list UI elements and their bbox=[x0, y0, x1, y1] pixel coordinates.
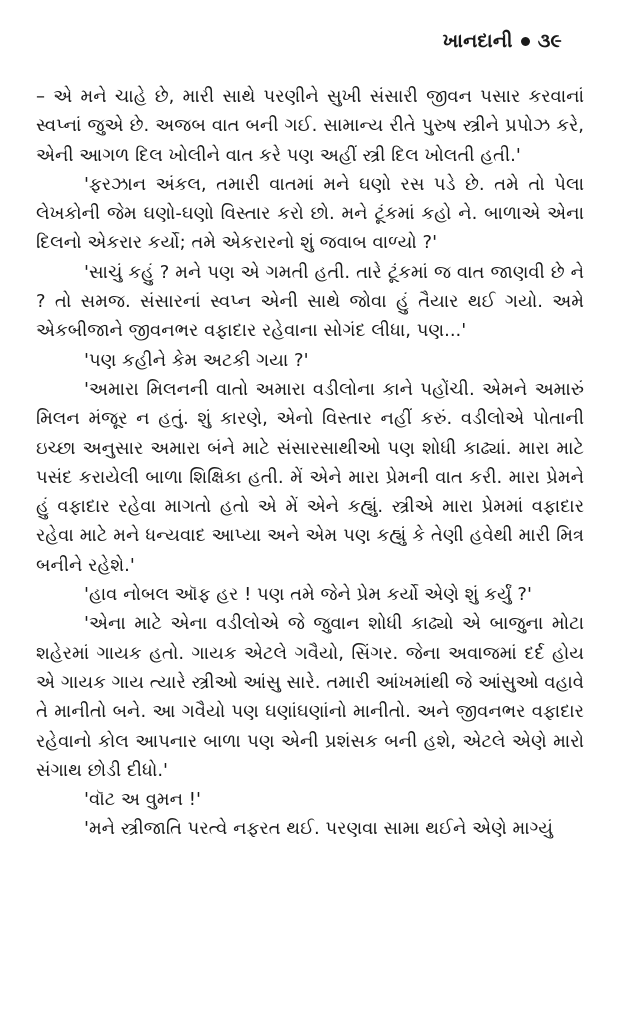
paragraph: 'સાચું કહું ? મને પણ એ ગમતી હતી. તારે ટૂંકમાં જ વાત જાણવી છે ને ? તો સમજ. સંસારનાં સ્વપ્ન એની સાથે જોવા હું તૈયાર થઈ ગયો. અમે એકબીજાને જીવનભર વફાદાર રહેવાના સોગંદ લીધા, પણ...' bbox=[36, 261, 584, 342]
paragraph: 'હાવ નોબલ ઑફ હર ! પણ તમે જેને પ્રેમ કર્યો એણે શું કર્યું ?' bbox=[84, 584, 532, 606]
bullet-separator-icon bbox=[521, 37, 530, 46]
paragraph: 'અમારા મિલનની વાતો અમારા વડીલોના કાને પહોંચી. એમને અમારું મિલન મંજૂર ન હતું. શું કારણે, એનો વિસ્તાર નહીં કરું. વડીલોએ પોતાની ઇચ્છા અનુસાર અમારા બંને માટે સંસારસાથીઓ પણ શોધી કાઢ્યાં. મારા માટે પસંદ કરાયેલી બાળા શિક્ષિકા હતી. મેં એને મારા પ્રેમની વાત કરી. મારા પ્રેમને હું વફાદાર રહેવા માગતો હતો એ મેં એને કહ્યું. સ્ત્રીએ મારા પ્રેમમાં વફાદાર રહેવા માટે મને ધન્યવાદ આપ્યા અને એમ પણ કહ્યું કે તેણી હવેથી મારી મિત્ર બનીને રહેશે.' bbox=[36, 378, 584, 576]
paragraph: 'એના માટે એના વડીલોએ જે જુવાન શોધી કાઢ્યો એ બાજુના મોટા શહેરમાં ગાયક હતો. ગાયક એટલે ગવૈયો, સિંગર. જેના અવાજમાં દર્દ હોય એ ગાયક ગાય ત્યારે સ્ત્રીઓ આંસુ સારે. તમારી આંખમાંથી જે આંસુઓ વહાવે તે માનીતો બને. આ ગવૈયો પણ ઘણાંઘણાંનો માનીતો. અને જીવનભર વફાદાર રહેવાનો કોલ આપનાર બાળા પણ એની પ્રશંસક બની હશે, એટલે એણે મારો સંગાથ છોડી દીધો.' bbox=[36, 613, 584, 781]
paragraph: 'પણ કહીને કેમ અટકી ગયા ?' bbox=[84, 349, 309, 371]
page-number: ૩૯ bbox=[537, 30, 562, 52]
paragraph: 'મને સ્ત્રીજાતિ પરત્વે નફરત થઈ. પરણવા સામા થઈને એણે માગ્યું bbox=[84, 818, 554, 840]
paragraph: 'ફરઝાન અંકલ, તમારી વાતમાં મને ઘણો રસ પડે છે. તમે તો પેલા લેખકોની જેમ ઘણો-ઘણો વિસ્તાર કરો છો. મને ટૂંકમાં કહો ને. બાળાએ એના દિલનો એકરાર કર્યો; તમે એકરારનો શું જવાબ વાળ્યો ?' bbox=[36, 173, 584, 254]
paragraph: – એ મને ચાહે છે, મારી સાથે પરણીને સુખી સંસારી જીવન પસાર કરવાનાં સ્વપ્નાં જુએ છે. અજબ વાત બની ગઈ. સામાન્ય રીતે પુરુષ સ્ત્રીને પ્રપોઝ કરે, એની આગળ દિલ ખોલીને વાત કરે પણ અહીં સ્ત્રી દિલ ખોલતી હતી.' bbox=[36, 86, 584, 166]
body-text bbox=[36, 82, 584, 844]
running-head bbox=[443, 30, 562, 52]
paragraph: 'વૉટ અ વુમન !' bbox=[84, 789, 201, 811]
chapter-title: ખાનદાની bbox=[442, 30, 513, 52]
